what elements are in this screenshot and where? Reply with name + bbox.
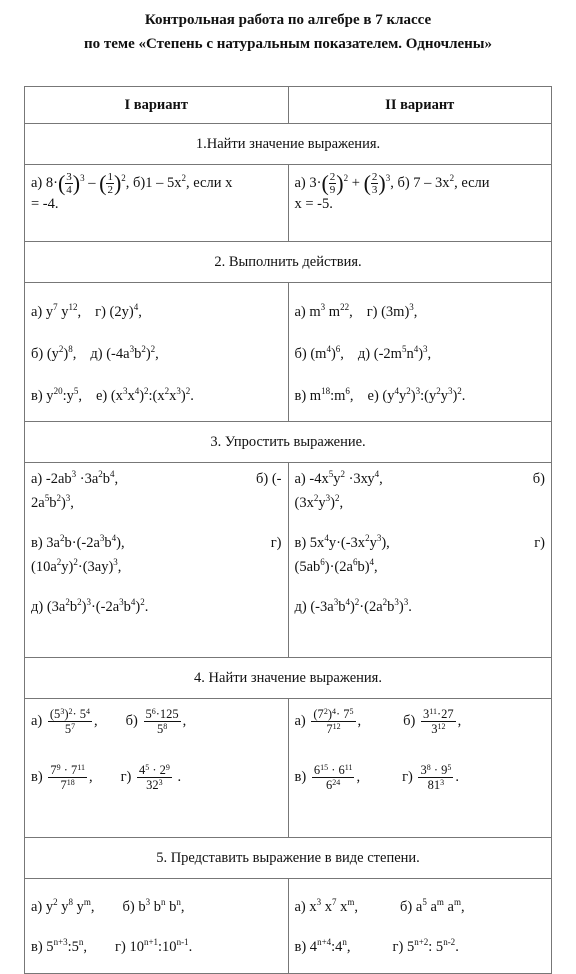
header-row — [25, 87, 552, 124]
section-1-row — [25, 124, 552, 165]
title-line-2: по теме «Степень с натуральным показателем. Одночлены» — [83, 36, 493, 52]
v1-task-2: а) $у^7$ $у^{12}$, г) $(2у)^4$, б) $(у^2)^8$, д) $(-4а^3b^2)^2$, в) $у^{20}:у^5$, е) $(х^3х^4)^2:(х^2х^3)^2$. — [25, 283, 289, 422]
task-table — [24, 86, 552, 974]
v2-task-2: а) $m^3$ $m^{22}$, г) $(3m)^3$, б) $(m^4)^6$, д) $(-2m^5n^4)^3$, в) $m^{18}:m^6$, е) $(у^4у^2)^3:(у^2у^3)^2$. — [288, 283, 552, 422]
section-3-tasks — [25, 463, 552, 658]
v2-task-5: а) $х^3$ $х^7$ $х^m$, б) $a^5$ $a^m$ $a^m$, в) $4^{n+4}:4^n$, г) $5^{n+2}$: 5$^{n-2}$. — [288, 879, 552, 974]
section-2-row — [25, 242, 552, 283]
section-3-row — [25, 422, 552, 463]
v1-task-1-cond: = -4. — [31, 196, 59, 212]
section-4-tasks — [25, 699, 552, 838]
v1-task-1 — [25, 165, 289, 242]
section-5-row — [25, 838, 552, 879]
section-5-tasks — [25, 879, 552, 974]
v2-task-4: а) $\frac{(7^2)^4\cdot 7^5}{7^{12}}$ , б) $\frac{3^{11}\cdot 27}{3^{12}}$ , в) $\frac{6^{15} \cdot 6^{11}}{6^{24}}$ , г) $\frac{3^8 \cdot 9^5}{81^3}$ . — [288, 699, 552, 838]
section-1-tasks — [25, 165, 552, 242]
v2-task-1 — [288, 165, 552, 242]
section-2-title: 2. Выполнить действия. — [25, 242, 552, 283]
section-2-tasks — [25, 283, 552, 422]
v1-task-4: а) $\frac{(5^3)^2\cdot 5^4}{5^7}$ , б) $\frac{5^6\cdot 125}{5^8}$ , в) $\frac{7^9 \cdot 7^{11}}{7^{18}}$ , г) $\frac{4^5 \cdot 2^9}{32^3}$ . — [25, 699, 289, 838]
variant-2-header: II вариант — [288, 87, 552, 124]
v1-task-1-line: а) 8·( $\frac{3}{4}$ )$^3$ – ( $\frac{1}{2}$ )$^2$, $б)1 - 5х^2$, если х — [31, 170, 233, 196]
document-title — [0, 0, 576, 56]
v1-task-3: а) $-2ab^3 \cdot 3a^2b^4$, б) (- $2a^5b^2)^3$, в) $3a^2b\cdot(-2a^3b^4)$, г) $(10a^2y)^2\cdot(3ay)^3$, д) $(3a^2b^2)^3\cdot(-2a^3b^4)^2$. — [25, 463, 289, 658]
section-3-title: 3. Упростить выражение. — [25, 422, 552, 463]
title-line-1: Контрольная работа по алгебре в 7 классе — [144, 12, 432, 28]
v2-task-3: а) $-4х^5у^2 \cdot 3ху^4$, б) $(3х^2у^3)^2$, в) $5х^4у\cdot(-3х^2у^3)$, г) $(5ab^6)\cdot(2a^6b)^4$, д) $(-3a^3b^4)^2\cdot(2a^2b^3)^3$. — [288, 463, 552, 658]
v2-task-1-line: а) 3·( $\frac{2}{9}$ )$^2$ + ( $\frac{2}{3}$ )$^3$, б) $7 - 3х^2$, если — [294, 170, 490, 196]
section-5-title: 5. Представить выражение в виде степени. — [25, 838, 552, 879]
section-1-title: 1.Найти значение выражения. — [25, 124, 552, 165]
v2-task-1-cond: х = -5. — [294, 196, 333, 212]
section-4-row — [25, 658, 552, 699]
v1-task-5: а) $у^2$ $у^8$ $у^m$, б) $b^3$ $b^n$ $b^n$, в) $5^{n+3}:5^n$, г) $10^{n+1}:10^{n-1}$. — [25, 879, 289, 974]
variant-1-header: I вариант — [25, 87, 289, 124]
section-4-title: 4. Найти значение выражения. — [25, 658, 552, 699]
